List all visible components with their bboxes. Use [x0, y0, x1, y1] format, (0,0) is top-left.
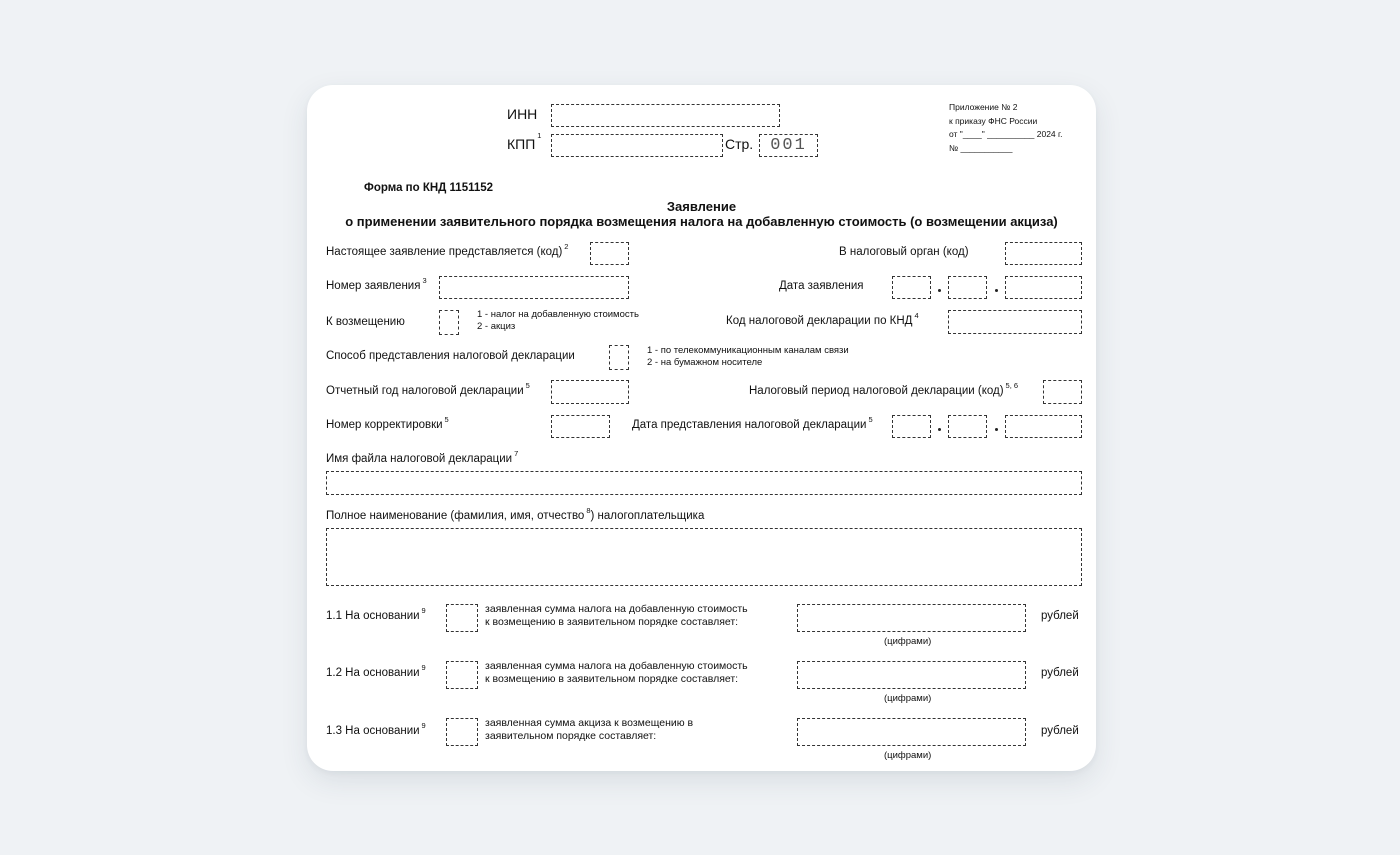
section-label: 1.1 На основании $^9$ [326, 606, 426, 622]
inn-label: ИНН [507, 106, 538, 122]
decl-date-day[interactable] [892, 415, 931, 438]
file-name-label: Имя файла налоговой декларации $^7$ [326, 449, 519, 465]
tax-period-input[interactable] [1043, 380, 1082, 404]
date-separator-dot [938, 428, 941, 431]
decl-date-label: Дата представления налоговой декларации $^5$ [632, 415, 873, 431]
form-code: Форма по КНД 1151152 [364, 182, 494, 194]
section-unit: рублей [1041, 667, 1079, 679]
refund-option-1: 1 - налог на добавленную стоимость [477, 309, 639, 320]
page-label: Стр. [725, 136, 754, 152]
date-separator-dot [938, 289, 941, 292]
file-name-input[interactable] [326, 471, 1082, 495]
submission-option-2: 2 - на бумажном носителе [647, 357, 763, 368]
app-number-input[interactable] [439, 276, 629, 299]
app-date-label: Дата заявления [779, 280, 864, 292]
decl-date-year[interactable] [1005, 415, 1082, 438]
app-date-year[interactable] [1005, 276, 1082, 299]
section-label: 1.3 На основании $^9$ [326, 721, 426, 737]
kpp-label: КПП$^1$ [507, 131, 542, 152]
appendix-line-2: к приказу ФНС России [949, 116, 1038, 126]
refund-label: К возмещению [326, 316, 405, 328]
section-basis-input[interactable] [446, 604, 478, 632]
section-text-line-2: к возмещению в заявительном порядке составляет: [485, 616, 739, 628]
tax-form-card [307, 85, 1096, 771]
submission-method-label: Способ представления налоговой декларации [326, 350, 575, 362]
section-hint: (цифрами) [884, 693, 932, 704]
refund-type-input[interactable] [439, 310, 459, 335]
kpp-input[interactable] [551, 134, 723, 157]
section-basis-input[interactable] [446, 718, 478, 746]
section-hint: (цифрами) [884, 750, 932, 761]
app-number-label: Номер заявления $^3$ [326, 276, 427, 292]
section-label: 1.2 На основании $^9$ [326, 663, 426, 679]
knd-code-input[interactable] [948, 310, 1082, 334]
section-text-line-2: заявительном порядке составляет: [485, 730, 657, 742]
section-text-line-1: заявленная сумма налога на добавленную стоимость [485, 660, 748, 672]
app-date-month[interactable] [948, 276, 987, 299]
appendix-line-4: № ___________ [949, 143, 1013, 153]
section-text-line-1: заявленная сумма акциза к возмещению в [485, 717, 694, 729]
section-basis-input[interactable] [446, 661, 478, 689]
section-amount-input[interactable] [797, 718, 1026, 746]
section-amount-input[interactable] [797, 604, 1026, 632]
tax-authority-label: В налоговый орган (код) [839, 246, 969, 258]
tax-period-label: Налоговый период налоговой декларации (код) $^{5, 6}$ [749, 381, 1019, 397]
date-separator-dot [995, 428, 998, 431]
refund-option-2: 2 - акциз [477, 321, 516, 332]
correction-label: Номер корректировки $^5$ [326, 415, 449, 431]
tax-authority-input[interactable] [1005, 242, 1082, 265]
submitted-code-input[interactable] [590, 242, 629, 265]
full-name-input[interactable] [326, 528, 1082, 586]
page-number-field[interactable]: 001 [759, 134, 818, 157]
decl-date-month[interactable] [948, 415, 987, 438]
inn-input[interactable] [551, 104, 780, 127]
report-year-label: Отчетный год налоговой декларации $^5$ [326, 381, 530, 397]
section-amount-input[interactable] [797, 661, 1026, 689]
section-hint: (цифрами) [884, 636, 932, 647]
knd-code-label: Код налоговой декларации по КНД $^4$ [726, 311, 919, 327]
section-text-line-2: к возмещению в заявительном порядке составляет: [485, 673, 739, 685]
full-name-label: Полное наименование (фамилия, имя, отчество $^8$) налогоплательщика [326, 506, 705, 522]
app-date-day[interactable] [892, 276, 931, 299]
appendix-line-1: Приложение № 2 [949, 102, 1018, 112]
report-year-input[interactable] [551, 380, 629, 404]
submitted-code-label: Настоящее заявление представляется (код) $^2$ [326, 242, 569, 258]
section-unit: рублей [1041, 610, 1079, 622]
submission-method-input[interactable] [609, 345, 629, 370]
form-title: Заявление [666, 199, 737, 214]
section-unit: рублей [1041, 725, 1079, 737]
section-text-line-1: заявленная сумма налога на добавленную стоимость [485, 603, 748, 615]
submission-option-1: 1 - по телекоммуникационным каналам связи [647, 345, 849, 356]
date-separator-dot [995, 289, 998, 292]
correction-input[interactable] [551, 415, 610, 438]
appendix-line-3: от "____" __________ 2024 г. [949, 129, 1063, 139]
form-subtitle: о применении заявительного порядка возмещения налога на добавленную стоимость (о возмещении акциза) [345, 214, 1058, 229]
